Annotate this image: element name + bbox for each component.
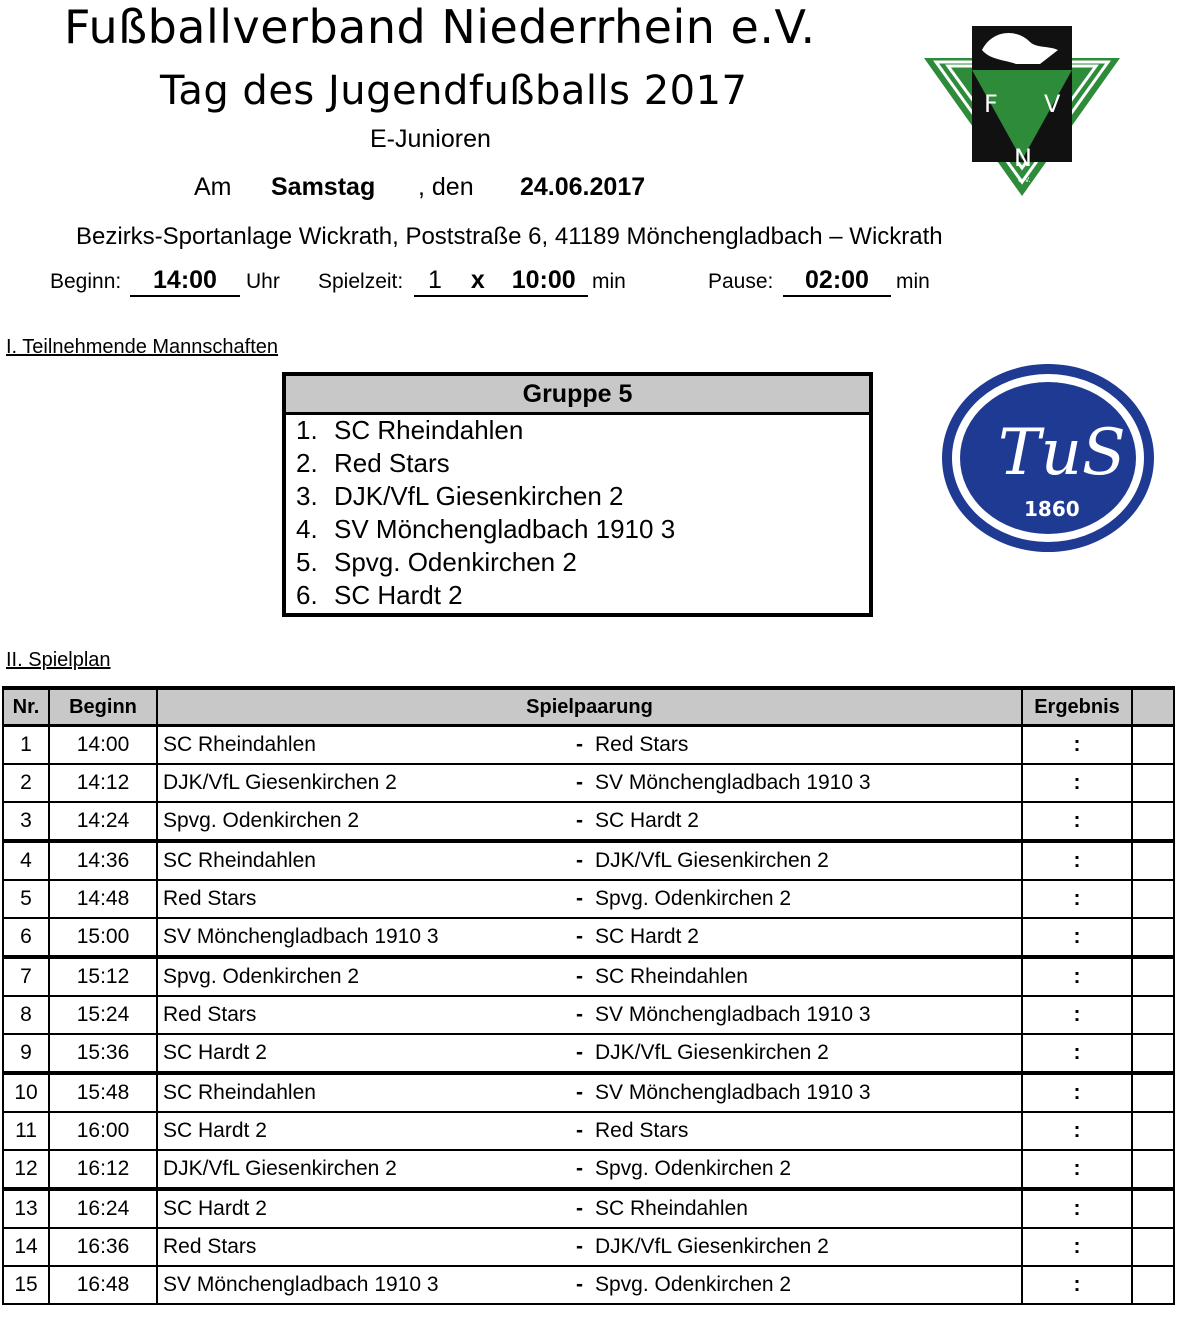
match-time: 15:12 (49, 957, 157, 996)
tus-logo (940, 362, 1156, 554)
match-separator: - (563, 841, 583, 880)
match-home: SC Hardt 2 (157, 1034, 563, 1073)
match-extra (1132, 802, 1174, 841)
match-home: Red Stars (157, 996, 563, 1034)
table-row (3, 1034, 1174, 1073)
match-home: SV Mönchengladbach 1910 3 (157, 1266, 563, 1304)
match-away: SV Mönchengladbach 1910 3 (583, 764, 1022, 802)
match-home: SC Rheindahlen (157, 726, 563, 765)
playtime-unit: min (592, 270, 626, 293)
team-item: 4. SV Mönchengladbach 1910 3 (296, 514, 676, 544)
match-result: : (1022, 918, 1132, 957)
table-row (3, 1266, 1174, 1304)
pause-time: 02:00 (783, 266, 891, 297)
match-extra (1132, 1266, 1174, 1304)
match-result: : (1022, 841, 1132, 880)
playtime: 10:00 (511, 266, 576, 294)
match-separator: - (563, 764, 583, 802)
match-time: 16:00 (49, 1112, 157, 1150)
match-time: 14:00 (49, 726, 157, 765)
match-time: 15:48 (49, 1073, 157, 1112)
table-row (3, 918, 1174, 957)
table-row (3, 1112, 1174, 1150)
date-mid: , den (418, 173, 474, 201)
tus-letters: TuS (998, 416, 1126, 490)
match-home: SC Rheindahlen (157, 1073, 563, 1112)
table-row (3, 1073, 1174, 1112)
match-home: DJK/VfL Giesenkirchen 2 (157, 1150, 563, 1189)
match-away: SV Mönchengladbach 1910 3 (583, 996, 1022, 1034)
match-separator: - (563, 1034, 583, 1073)
match-time: 14:24 (49, 802, 157, 841)
times-sign: x (470, 266, 485, 294)
section-teams-title: I. Teilnehmende Mannschaften (6, 336, 279, 358)
match-separator: - (563, 1189, 583, 1228)
match-nr: 1 (3, 726, 49, 765)
match-result: : (1022, 802, 1132, 841)
event-date: 24.06.2017 (520, 173, 646, 201)
venue: Bezirks-Sportanlage Wickrath, Poststraße 6, 41189 Mönchengladbach – Wickrath (76, 223, 943, 250)
table-header-row (3, 688, 1174, 726)
match-result: : (1022, 880, 1132, 918)
match-separator: - (563, 880, 583, 918)
match-home: Spvg. Odenkirchen 2 (157, 802, 563, 841)
col-result: Ergebnis (1022, 688, 1132, 726)
table-row (3, 726, 1174, 765)
match-result: : (1022, 1150, 1132, 1189)
match-time: 15:24 (49, 996, 157, 1034)
table-row (3, 1228, 1174, 1266)
match-extra (1132, 726, 1174, 765)
fvn-letter-v: V (1044, 90, 1061, 118)
match-away: SC Hardt 2 (583, 802, 1022, 841)
match-result: : (1022, 1266, 1132, 1304)
match-time: 16:12 (49, 1150, 157, 1189)
match-extra (1132, 1150, 1174, 1189)
start-unit: Uhr (246, 270, 280, 293)
col-pairing: Spielpaarung (157, 688, 1022, 726)
match-extra (1132, 1228, 1174, 1266)
fvn-ev: e.V. (1018, 176, 1031, 184)
match-nr: 7 (3, 957, 49, 996)
match-time: 15:00 (49, 918, 157, 957)
start-time: 14:00 (130, 266, 240, 297)
match-separator: - (563, 726, 583, 765)
age-class: E-Junioren (370, 125, 491, 153)
match-separator: - (563, 918, 583, 957)
match-extra (1132, 957, 1174, 996)
match-result: : (1022, 1073, 1132, 1112)
match-extra (1132, 880, 1174, 918)
match-away: Spvg. Odenkirchen 2 (583, 1266, 1022, 1304)
match-extra (1132, 918, 1174, 957)
match-nr: 3 (3, 802, 49, 841)
match-nr: 13 (3, 1189, 49, 1228)
match-home: SC Rheindahlen (157, 841, 563, 880)
match-nr: 12 (3, 1150, 49, 1189)
schedule-table (2, 686, 1175, 1305)
table-row (3, 880, 1174, 918)
team-item: 2. Red Stars (296, 448, 450, 478)
match-separator: - (563, 802, 583, 841)
match-separator: - (563, 1112, 583, 1150)
match-result: : (1022, 1034, 1132, 1073)
match-away: Red Stars (583, 1112, 1022, 1150)
match-result: : (1022, 1228, 1132, 1266)
match-away: SC Hardt 2 (583, 918, 1022, 957)
table-row (3, 802, 1174, 841)
match-separator: - (563, 1228, 583, 1266)
table-row (3, 996, 1174, 1034)
match-home: Red Stars (157, 880, 563, 918)
match-time: 16:48 (49, 1266, 157, 1304)
weekday: Samstag (271, 173, 376, 201)
match-away: SC Rheindahlen (583, 1189, 1022, 1228)
halves: 1 (428, 266, 442, 294)
match-time: 15:36 (49, 1034, 157, 1073)
table-row (3, 1150, 1174, 1189)
section-schedule-title: II. Spielplan (6, 649, 111, 671)
match-result: : (1022, 764, 1132, 802)
match-home: SV Mönchengladbach 1910 3 (157, 918, 563, 957)
match-result: : (1022, 1112, 1132, 1150)
match-home: Red Stars (157, 1228, 563, 1266)
match-time: 16:24 (49, 1189, 157, 1228)
group-title: Gruppe 5 (286, 376, 869, 415)
match-result: : (1022, 957, 1132, 996)
match-time: 14:36 (49, 841, 157, 880)
fvn-letter-f: F (984, 90, 998, 118)
match-separator: - (563, 1150, 583, 1189)
start-label: Beginn: (50, 270, 122, 293)
match-extra (1132, 764, 1174, 802)
match-nr: 6 (3, 918, 49, 957)
pause-unit: min (896, 270, 930, 293)
col-extra (1132, 688, 1174, 726)
table-row (3, 1189, 1174, 1228)
match-time: 16:36 (49, 1228, 157, 1266)
pause-label: Pause: (708, 270, 774, 293)
table-row (3, 764, 1174, 802)
table-row (3, 841, 1174, 880)
match-nr: 4 (3, 841, 49, 880)
tus-year: 1860 (1024, 497, 1080, 521)
match-time: 14:48 (49, 880, 157, 918)
match-home: Spvg. Odenkirchen 2 (157, 957, 563, 996)
date-prefix: Am (194, 173, 232, 201)
match-away: Spvg. Odenkirchen 2 (583, 880, 1022, 918)
match-result: : (1022, 996, 1132, 1034)
fvn-letter-n: N (1014, 144, 1032, 172)
team-item: 3. DJK/VfL Giesenkirchen 2 (296, 481, 624, 511)
group-box (282, 372, 873, 617)
match-time: 14:12 (49, 764, 157, 802)
match-nr: 11 (3, 1112, 49, 1150)
match-separator: - (563, 957, 583, 996)
team-item: 1. SC Rheindahlen (296, 415, 524, 445)
match-nr: 14 (3, 1228, 49, 1266)
match-nr: 15 (3, 1266, 49, 1304)
match-away: SC Rheindahlen (583, 957, 1022, 996)
match-away: DJK/VfL Giesenkirchen 2 (583, 1228, 1022, 1266)
match-home: SC Hardt 2 (157, 1112, 563, 1150)
match-separator: - (563, 1073, 583, 1112)
match-extra (1132, 1073, 1174, 1112)
playtime-field (414, 266, 588, 297)
match-extra (1132, 841, 1174, 880)
match-away: Spvg. Odenkirchen 2 (583, 1150, 1022, 1189)
match-extra (1132, 1112, 1174, 1150)
match-away: Red Stars (583, 726, 1022, 765)
fvn-logo (920, 20, 1124, 198)
match-result: : (1022, 1189, 1132, 1228)
col-nr: Nr. (3, 688, 49, 726)
match-separator: - (563, 996, 583, 1034)
playtime-label: Spielzeit: (318, 270, 404, 293)
team-item: 6. SC Hardt 2 (296, 580, 463, 610)
match-nr: 8 (3, 996, 49, 1034)
match-extra (1132, 996, 1174, 1034)
table-row (3, 957, 1174, 996)
match-separator: - (563, 1266, 583, 1304)
match-away: DJK/VfL Giesenkirchen 2 (583, 841, 1022, 880)
event-title: Tag des Jugendfußballs 2017 (160, 68, 748, 114)
match-home: DJK/VfL Giesenkirchen 2 (157, 764, 563, 802)
match-nr: 9 (3, 1034, 49, 1073)
match-away: SV Mönchengladbach 1910 3 (583, 1073, 1022, 1112)
match-away: DJK/VfL Giesenkirchen 2 (583, 1034, 1022, 1073)
match-extra (1132, 1189, 1174, 1228)
match-home: SC Hardt 2 (157, 1189, 563, 1228)
match-nr: 10 (3, 1073, 49, 1112)
organization-title: Fußballverband Niederrhein e.V. (64, 0, 816, 54)
team-item: 5. Spvg. Odenkirchen 2 (296, 547, 577, 577)
match-nr: 2 (3, 764, 49, 802)
match-extra (1132, 1034, 1174, 1073)
match-result: : (1022, 726, 1132, 765)
col-start: Beginn (49, 688, 157, 726)
match-nr: 5 (3, 880, 49, 918)
